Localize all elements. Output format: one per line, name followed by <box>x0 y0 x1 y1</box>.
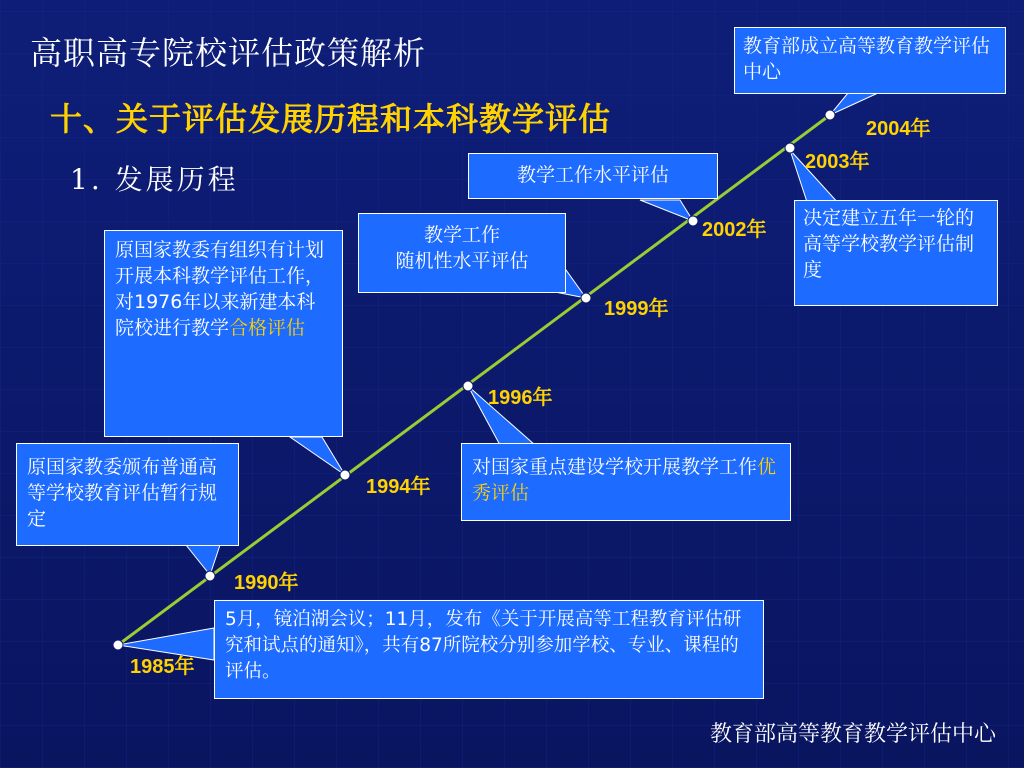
callout-2002 <box>468 153 718 199</box>
dot-2004 <box>825 110 835 120</box>
year-1985: 1985年 <box>130 656 195 678</box>
callout-1999 <box>358 213 566 293</box>
callout-1985 <box>214 600 764 699</box>
year-2004: 2004年 <box>866 118 931 140</box>
slide-subtitle: 十、关于评估发展历程和本科教学评估 <box>50 100 612 138</box>
year-1994: 1994年 <box>366 476 431 498</box>
callout-1994-highlight: 合格评估 <box>229 317 306 339</box>
year-1996: 1996年 <box>488 387 553 409</box>
year-1999: 1999年 <box>604 298 669 320</box>
footer-organization: 教育部高等教育教学评估中心 <box>709 722 996 747</box>
dot-1994 <box>340 470 350 480</box>
year-2003: 2003年 <box>805 151 870 173</box>
callout-2004 <box>734 27 1006 94</box>
pointer-1990 <box>186 545 220 575</box>
callout-2002-text: 教学工作水平评估 <box>516 164 669 186</box>
slide-title: 高职高专院校评估政策解析 <box>30 34 427 72</box>
callout-1990-text: 原国家教委颁布普通高等学校教育评估暂行规定 <box>27 456 218 530</box>
year-1990: 1990年 <box>234 572 299 594</box>
callout-1994-text: 原国家教委有组织有计划开展本科教学评估工作，对1976年以来新建本科院校进行教学 <box>115 239 325 339</box>
pointer-1994 <box>290 437 345 475</box>
callout-1999-line1: 教学工作 <box>423 224 500 246</box>
dot-1985 <box>113 640 123 650</box>
section-heading: 1. 发展历程 <box>70 163 239 196</box>
callout-1996-highlight: 优秀评估 <box>472 456 777 504</box>
dot-1996 <box>463 381 473 391</box>
dot-2002 <box>688 216 698 226</box>
pointer-2002 <box>640 200 693 221</box>
callout-1996 <box>461 443 791 521</box>
dot-2003 <box>785 143 795 153</box>
callout-1996-text: 对国家重点建设学校开展教学工作 <box>472 456 758 478</box>
callout-2004-text: 教育部成立高等教育教学评估中心 <box>743 35 991 83</box>
year-2002: 2002年 <box>702 219 767 241</box>
callout-1999-line2: 随机性水平评估 <box>395 250 529 272</box>
callout-1990 <box>16 443 239 546</box>
callout-1985-text: 5月，镜泊湖会议；11月，发布《关于开展高等工程教育评估研究和试点的通知》，共有87所院校分别参加学校、专业、课程的评估。 <box>225 609 742 682</box>
callout-2003 <box>794 200 998 306</box>
dot-1990 <box>205 571 215 581</box>
callout-2003-text: 决定建立五年一轮的高等学校教学评估制度 <box>803 207 975 281</box>
callout-1994 <box>104 230 343 437</box>
dot-1999 <box>581 293 591 303</box>
